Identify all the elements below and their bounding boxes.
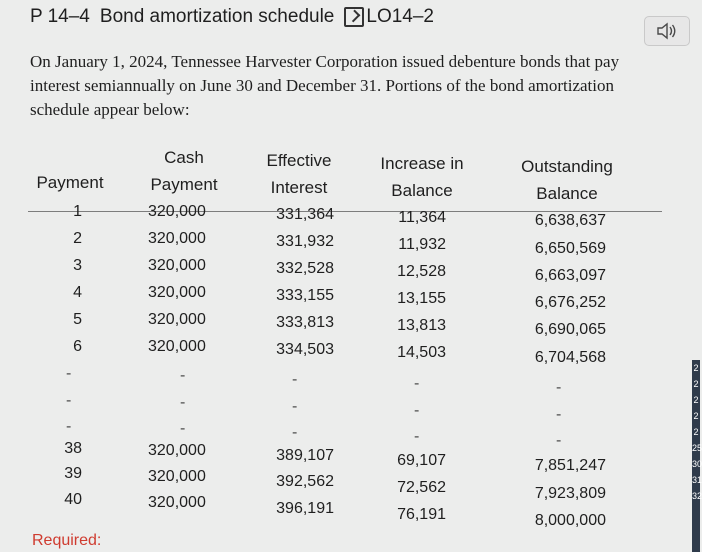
row-3-balance: 6,663,097	[534, 267, 606, 284]
ellipsis-mark: -	[292, 398, 298, 415]
row-4-cash: 320,000	[148, 284, 206, 301]
audio-button[interactable]	[644, 16, 690, 46]
ellipsis-mark: -	[556, 432, 562, 449]
row-2-payment: 2	[73, 230, 82, 247]
row-1-interest: 331,364	[276, 206, 334, 223]
problem-intro: On January 1, 2024, Tennessee Harvester Corporation issued debenture bonds that pay interest semiannually on June 30 and December 31. Portions of the bond amortization schedule appear below:	[30, 52, 620, 119]
row-38-interest: 389,107	[276, 447, 334, 464]
row-3-increase: 12,528	[397, 263, 446, 280]
header-cash-line2: Payment	[150, 175, 218, 194]
ellipsis-mark: -	[414, 428, 420, 445]
header-outstanding-line2: Balance	[536, 184, 598, 203]
header-cash-payment	[146, 144, 222, 198]
header-effective-line1: Effective	[266, 151, 332, 170]
row-6-balance: 6,704,568	[534, 349, 606, 366]
row-5-payment: 5	[73, 311, 82, 328]
row-5-interest: 333,813	[276, 314, 334, 331]
ellipsis-mark: -	[180, 420, 186, 437]
problem-title-text: Bond amortization schedule	[99, 6, 335, 27]
row-3-interest: 332,528	[276, 260, 334, 277]
ellipsis-mark: -	[414, 375, 420, 392]
row-40-payment: 40	[64, 491, 82, 508]
header-effective-line2: Interest	[270, 178, 328, 197]
required-label: Required:	[32, 532, 102, 549]
edge-number: 2	[693, 411, 699, 421]
header-increase-balance	[372, 150, 472, 204]
ellipsis-mark: -	[556, 379, 562, 396]
row-2-increase: 11,932	[398, 236, 446, 253]
ellipsis-mark: -	[66, 365, 72, 382]
header-payment	[34, 169, 106, 196]
row-39-increase: 72,562	[397, 479, 446, 496]
edge-number: 31	[692, 475, 702, 485]
edge-number: 2	[693, 427, 699, 437]
row-3-cash: 320,000	[148, 257, 206, 274]
row-38-increase: 69,107	[397, 452, 446, 469]
edge-number: 2	[693, 395, 699, 405]
header-effective-interest	[258, 147, 340, 201]
checkbox-icon	[344, 7, 364, 27]
row-1-balance: 6,638,637	[534, 212, 606, 229]
edge-number: 25	[692, 443, 702, 453]
row-6-interest: 334,503	[276, 341, 334, 358]
header-outstanding-line1: Outstanding	[521, 157, 613, 176]
row-39-payment: 39	[64, 465, 82, 482]
problem-code: P 14–4	[30, 6, 90, 27]
row-40-cash: 320,000	[148, 494, 206, 511]
row-4-increase: 13,155	[397, 290, 446, 307]
row-40-increase: 76,191	[397, 506, 446, 523]
edge-number: 32	[692, 491, 702, 501]
ellipsis-mark: -	[292, 371, 298, 388]
row-39-interest: 392,562	[276, 473, 334, 490]
row-4-interest: 333,155	[276, 287, 334, 304]
ellipsis-mark: -	[66, 392, 72, 409]
row-4-balance: 6,676,252	[534, 294, 606, 311]
row-6-increase: 14,503	[397, 344, 446, 361]
ellipsis-mark: -	[180, 394, 186, 411]
row-40-balance: 8,000,000	[534, 512, 606, 529]
problem-title	[30, 6, 434, 28]
row-1-increase: 11,364	[398, 209, 446, 226]
row-4-payment: 4	[73, 284, 82, 301]
row-38-cash: 320,000	[148, 442, 206, 459]
row-40-interest: 396,191	[276, 500, 334, 517]
row-6-cash: 320,000	[148, 338, 206, 355]
speaker-icon	[655, 22, 679, 40]
row-38-balance: 7,851,247	[534, 457, 606, 474]
ellipsis-mark: -	[180, 367, 186, 384]
header-increase-line2: Balance	[391, 181, 453, 200]
edge-number: 2	[693, 363, 699, 373]
edge-number: 30	[692, 459, 702, 469]
row-38-payment: 38	[64, 440, 82, 457]
row-5-balance: 6,690,065	[534, 321, 606, 338]
row-39-cash: 320,000	[148, 468, 206, 485]
row-3-payment: 3	[73, 257, 82, 274]
header-cash-line1: Cash	[164, 148, 204, 167]
row-1-payment: 1	[73, 203, 82, 220]
row-5-increase: 13,813	[397, 317, 446, 334]
row-39-balance: 7,923,809	[534, 485, 606, 502]
row-2-interest: 331,932	[276, 233, 334, 250]
row-1-cash: 320,000	[148, 203, 206, 220]
edge-number: 2	[693, 379, 699, 389]
ellipsis-mark: -	[66, 418, 72, 435]
header-payment-line1: Payment	[36, 173, 104, 192]
header-outstanding-balance	[508, 153, 626, 207]
row-2-balance: 6,650,569	[534, 240, 606, 257]
row-6-payment: 6	[73, 338, 82, 355]
header-increase-line1: Increase in	[380, 154, 464, 173]
ellipsis-mark: -	[556, 406, 562, 423]
ellipsis-mark: -	[292, 424, 298, 441]
ellipsis-mark: -	[414, 402, 420, 419]
page-edge-strip	[692, 360, 700, 552]
row-5-cash: 320,000	[148, 311, 206, 328]
row-2-cash: 320,000	[148, 230, 206, 247]
learning-objective: LO14–2	[366, 6, 434, 27]
